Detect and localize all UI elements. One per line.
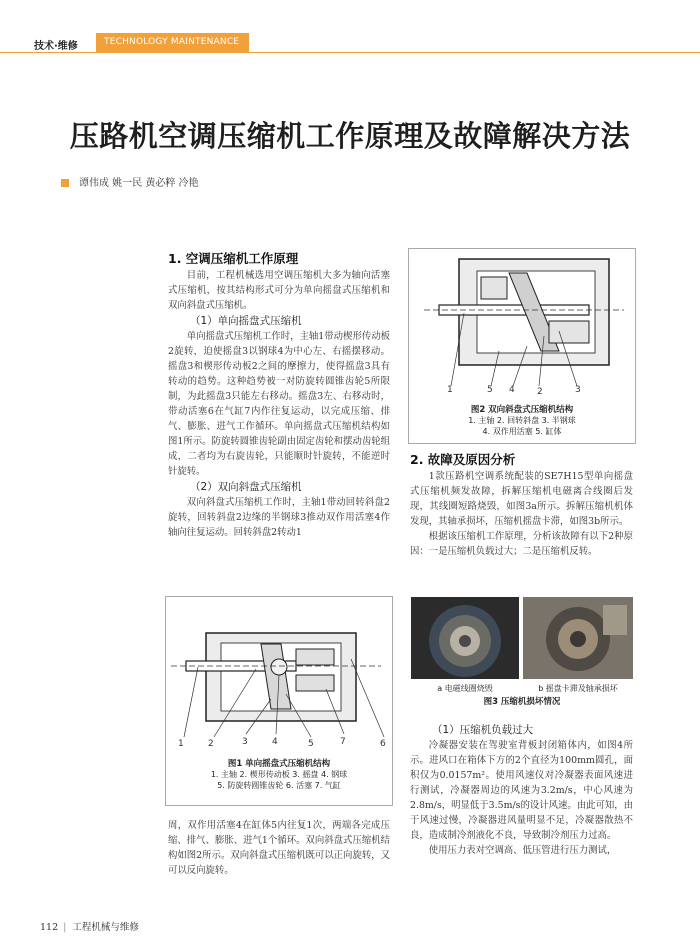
section2-p2: 根据该压缩机工作原理，分析该故障有以下2种原因：一是压缩机负载过大；二是压缩机反转。 bbox=[410, 531, 633, 557]
figure3-title: 图3 压缩机损坏情况 bbox=[483, 697, 561, 707]
section1-heading: 1. 空调压缩机工作原理 bbox=[168, 251, 299, 266]
figure3b-label-wrap bbox=[523, 683, 633, 694]
figure1-diagram bbox=[166, 599, 392, 749]
figure2-callout: 4 bbox=[509, 385, 515, 395]
article-title: 压路机空调压缩机工作原理及故障解决方法 bbox=[69, 119, 631, 153]
figure2-legend: 4. 双作用活塞 5. 缸体 bbox=[482, 427, 562, 436]
figure1-caption bbox=[166, 757, 392, 791]
subsection2-body: 双向斜盘式压缩机工作时，主轴1带动回转斜盘2旋转，回转斜盘2边缘的半钢球3推动双作用活塞4作轴向往复运动。回转斜盘2转动1 bbox=[168, 497, 390, 538]
left-column-bottom bbox=[168, 818, 390, 878]
figure1-callout: 3 bbox=[242, 737, 248, 747]
subsection3-heading: （1）压缩机负载过大 bbox=[432, 724, 534, 736]
figure3a-label-wrap bbox=[411, 683, 519, 694]
figure1-callout: 5 bbox=[308, 739, 314, 749]
left-column-top bbox=[168, 250, 390, 540]
page-footer bbox=[40, 919, 139, 933]
section2-p1: 1款压路机空调系统配装的SE7H15型单向摇盘式压缩机频发故障，拆解压缩机电磁离合线圈后发现，其线圈短路烧毁，如图3a所示。拆解压缩机机体发现，其轴承损坏，压缩机摇盘卡滞，如图3b所示。 bbox=[410, 471, 633, 527]
section2-heading: 2. 故障及原因分析 bbox=[410, 452, 516, 467]
page-number: 112 bbox=[40, 922, 59, 933]
authors-line bbox=[61, 174, 199, 189]
figure1-callout: 7 bbox=[340, 737, 346, 747]
figure3-caption bbox=[411, 695, 633, 707]
subsection1-body: 单向摇盘式压缩机工作时，主轴1带动楔形传动板2旋转，迫使摇盘3以钢球4为中心左、右摇摆移动。摇盘3和楔形传动板2之间的摩擦力，使得摇盘3具有转动的趋势。这种趋势被一对防旋转圆锥齿轮5所限制，为此摇盘3只能左右移动。摇盘3左、右移动时，带动活塞6在气缸7内作往复运动，以完成压缩、排气、膨胀、进气工作循环。单向摇盘式压缩机结构如图1所示。防旋转圆锥齿轮副由固定齿轮和摆动齿轮组成，二者均为右旋齿轮，只能顺时针旋转，不能逆时针旋转。 bbox=[168, 331, 390, 477]
figure1-title: 图1 单向摇盘式压缩机结构 bbox=[227, 759, 331, 769]
figure2-legend: 1. 主轴 2. 回转斜盘 3. 半钢球 bbox=[468, 416, 576, 425]
figure3a-photo bbox=[411, 597, 519, 679]
subsection1-heading: （1）单向摇盘式压缩机 bbox=[190, 315, 302, 327]
figure3b-label: b 摇盘卡滞及轴承损坏 bbox=[538, 684, 618, 693]
subsection2-body-cont: 周，双作用活塞4在缸体5内往复1次，两端各完成压缩、排气、膨胀、进气1个循环。双向斜盘式压缩机结构如图2所示。双向斜盘式压缩机既可以正向旋转，又可以反向旋转。 bbox=[168, 820, 390, 876]
figure3b-photo bbox=[523, 597, 633, 679]
figure1-box bbox=[165, 596, 393, 806]
footer-divider: | bbox=[63, 922, 67, 933]
figure1-callout: 1 bbox=[178, 739, 184, 749]
right-column-sec2 bbox=[410, 451, 633, 559]
figure2-callout: 5 bbox=[487, 385, 493, 395]
figure2-diagram bbox=[409, 251, 635, 401]
header-rule bbox=[0, 52, 700, 53]
figure1-callout: 2 bbox=[208, 739, 214, 749]
figure1-callout: 6 bbox=[380, 739, 386, 749]
section1-intro: 目前，工程机械选用空调压缩机大多为轴向活塞式压缩机，按其结构形式可分为单向摇盘式压缩机和双向斜盘式压缩机。 bbox=[168, 270, 390, 311]
section-tag: TECHNOLOGY MAINTENANCE bbox=[96, 33, 249, 52]
figure1-callout: 4 bbox=[272, 737, 278, 747]
author-names: 谭伟成 姚一民 黄必粹 冷艳 bbox=[79, 178, 199, 189]
section-label: 技术·维修 bbox=[34, 41, 78, 52]
subsection3-p1: 冷凝器安装在驾驶室背板封闭箱体内，如图4所示。进风口在箱体下方的2个直径为100mm圆孔，面积仅为0.0157m²。使用风速仪对冷凝器表面风速进行测试，冷凝器周边的风速为3.2m/s，中心风速为2.8m/s，明显低于3.5m/s的设计风速。由此可知，由于风速过慢，冷凝器进风量明显不足，冷凝器散热不良，造成制冷剂液化不良，导致制冷剂压力过高。 bbox=[410, 740, 633, 841]
figure2-title: 图2 双向斜盘式压缩机结构 bbox=[470, 405, 574, 415]
figure2-box bbox=[408, 248, 636, 444]
figure1-legend: 1. 主轴 2. 楔形传动板 3. 摇盘 4. 钢球 bbox=[210, 770, 348, 779]
figure2-callout: 1 bbox=[447, 385, 453, 395]
figure3a-label: a 电磁线圈烧毁 bbox=[437, 684, 493, 693]
author-marker-icon bbox=[61, 179, 69, 187]
figure2-caption bbox=[409, 403, 635, 437]
figure1-legend: 5. 防旋转圆锥齿轮 6. 活塞 7. 气缸 bbox=[217, 781, 341, 790]
subsection3-p2: 使用压力表对空调高、低压管进行压力测试， bbox=[428, 845, 617, 856]
subsection2-heading: （2）双向斜盘式压缩机 bbox=[190, 481, 302, 493]
journal-name: 工程机械与维修 bbox=[72, 922, 139, 933]
right-column-sec3 bbox=[410, 722, 633, 858]
figure2-callout: 2 bbox=[537, 387, 543, 397]
figure2-callout: 3 bbox=[575, 385, 581, 395]
